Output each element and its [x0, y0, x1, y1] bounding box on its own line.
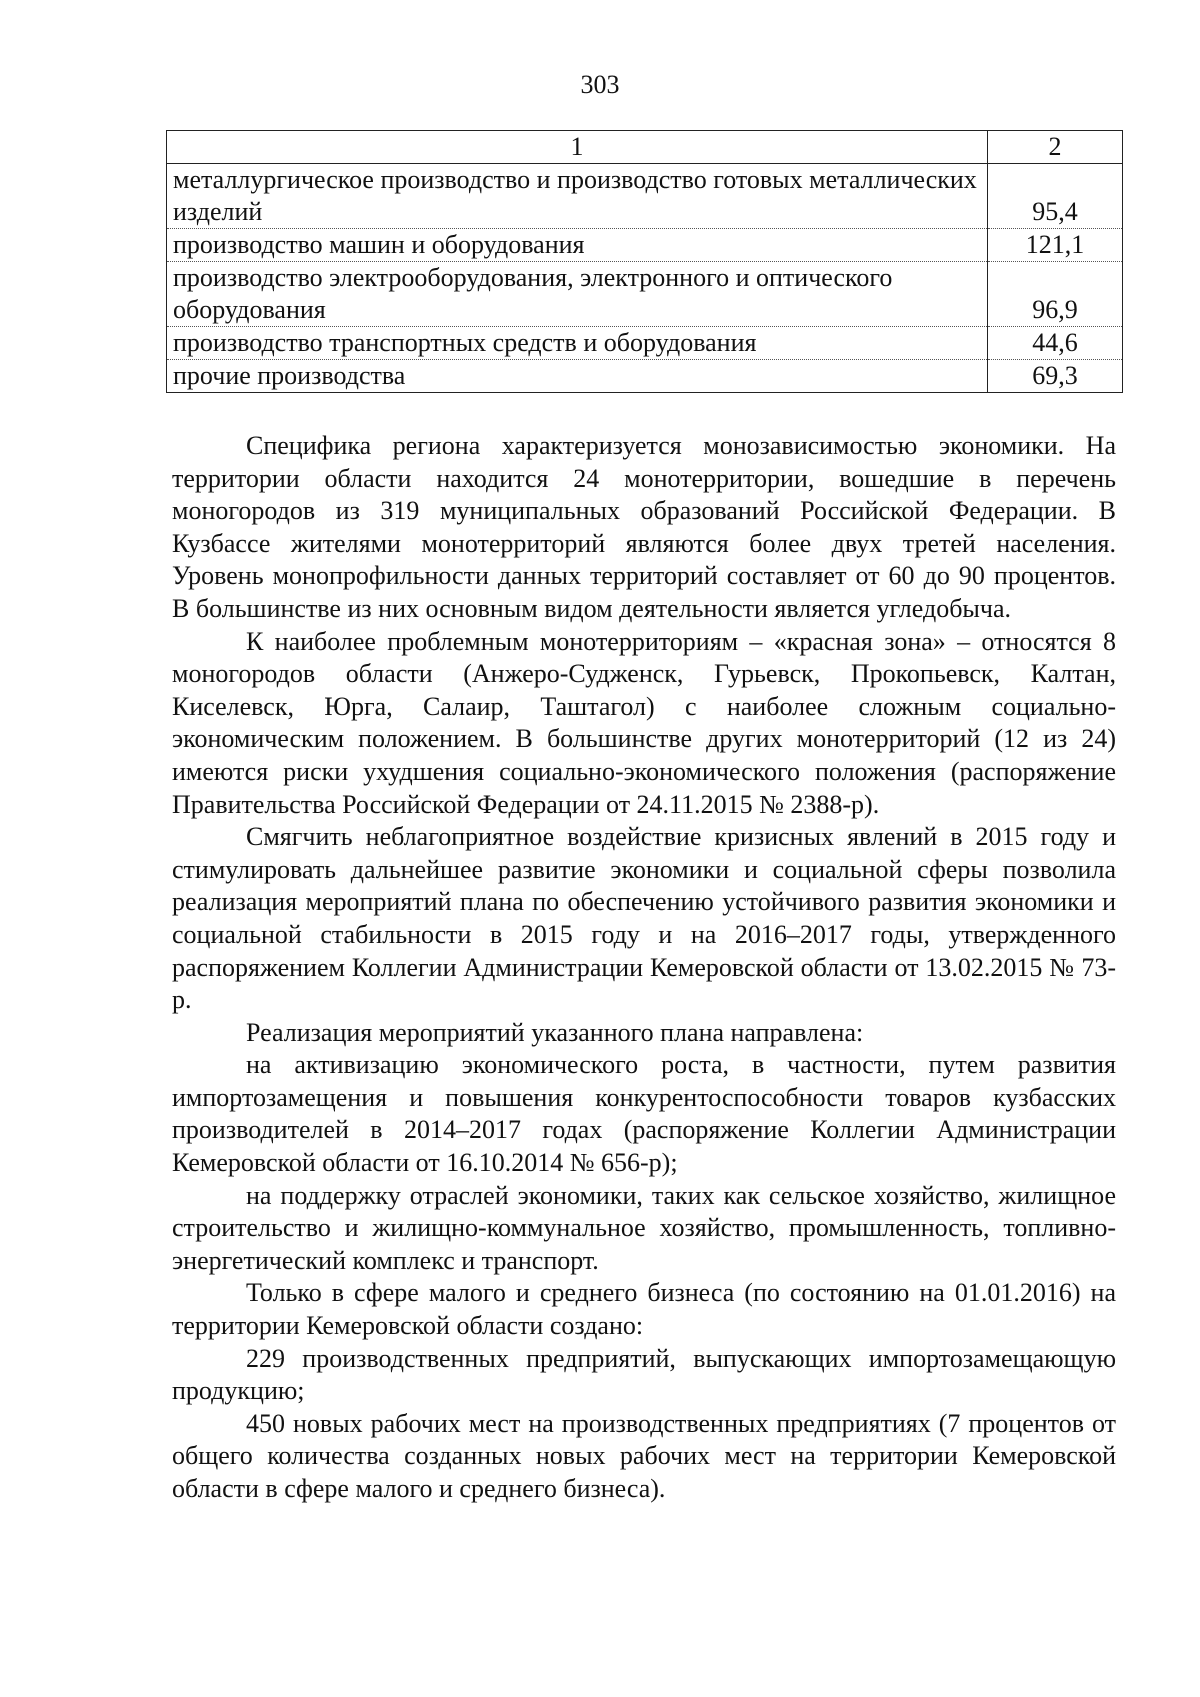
table-row — [167, 360, 1123, 393]
paragraph: Реализация мероприятий указанного плана направлена: — [246, 1017, 864, 1047]
paragraph: Смягчить неблагоприятное воздействие кризисных явлений в 2015 году и стимулировать дальнейшее развитие экономики и социальной сферы позволила реализация мероприятий плана по обеспечению устойчивого развития экономики и социальной стабильности в 2015 году и на 2016–2017 годы, утвержденного распоряжением Коллегии Администрации Кемеровской области от 13.02.2015 № 73-р. — [172, 822, 1116, 1015]
table-cell-name: прочие производства — [167, 360, 988, 393]
table-cell-value: 121,1 — [988, 229, 1123, 262]
table-cell-name: производство электрооборудования, электронного и оптического оборудования — [167, 262, 988, 327]
paragraph: 229 производственных предприятий, выпускающих импортозамещающую продукцию; — [172, 1343, 1116, 1406]
table-cell-name: производство транспортных средств и оборудования — [167, 327, 988, 360]
paragraph: 450 новых рабочих мест на производственных предприятиях (7 процентов от общего количества созданных новых рабочих мест на территории Кемеровской области в сфере малого и среднего бизнеса). — [172, 1408, 1116, 1503]
table-header-row — [167, 131, 1123, 164]
table-header-cell: 1 — [167, 131, 988, 164]
table-cell-name: металлургическое производство и производство готовых металлических изделий — [167, 164, 988, 229]
table-cell-value: 69,3 — [988, 360, 1123, 393]
table-cell-value: 44,6 — [988, 327, 1123, 360]
paragraph: на активизацию экономического роста, в частности, путем развития импортозамещения и повышения конкурентоспособности товаров кузбасских производителей в 2014–2017 годах (распоряжение Коллегии Администрации Кемеровской области от 16.10.2014 № 656-р); — [172, 1050, 1116, 1178]
table-cell-name: производство машин и оборудования — [167, 229, 988, 262]
paragraph: Специфика региона характеризуется монозависимостью экономики. На территории области находится 24 монотерритории, вошедшие в перечень моногородов из 319 муниципальных образований Российской Федерации. В Кузбассе жителями монотерриторий являются более двух третей населения. Уровень монопрофильности данных территорий составляет от 60 до 90 процентов. В большинстве из них основным видом деятельности является угледобыча. — [172, 431, 1116, 623]
table-row — [167, 229, 1123, 262]
table-row — [167, 327, 1123, 360]
paragraph: Только в сфере малого и среднего бизнеса (по состоянию на 01.01.2016) на территории Кемеровской области создано: — [172, 1278, 1116, 1341]
table-cell-value: 96,9 — [988, 262, 1123, 327]
table-header-cell: 2 — [988, 131, 1123, 164]
page-number: 303 — [580, 70, 620, 99]
paragraph: на поддержку отраслей экономики, таких как сельское хозяйство, жилищное строительство и жилищно-коммунальное хозяйство, промышленность, топливно-энергетический комплекс и транспорт. — [172, 1180, 1116, 1275]
table-row — [167, 262, 1123, 327]
body-text — [172, 430, 1116, 1506]
table-cell-value: 95,4 — [988, 164, 1123, 229]
table-row — [167, 164, 1123, 229]
paragraph: К наиболее проблемным монотерриториям – «красная зона» – относятся 8 моногородов области (Анжеро-Судженск, Гурьевск, Прокопьевск, Калтан, Киселевск, Юрга, Салаир, Таштагол) с наиболее сложным социально-экономическим положением. В большинстве других монотерриторий (12 из 24) имеются риски ухудшения социально-экономического положения (распоряжение Правительства Российской Федерации от 24.11.2015 № 2388-р). — [172, 626, 1116, 819]
data-table — [166, 130, 1123, 393]
